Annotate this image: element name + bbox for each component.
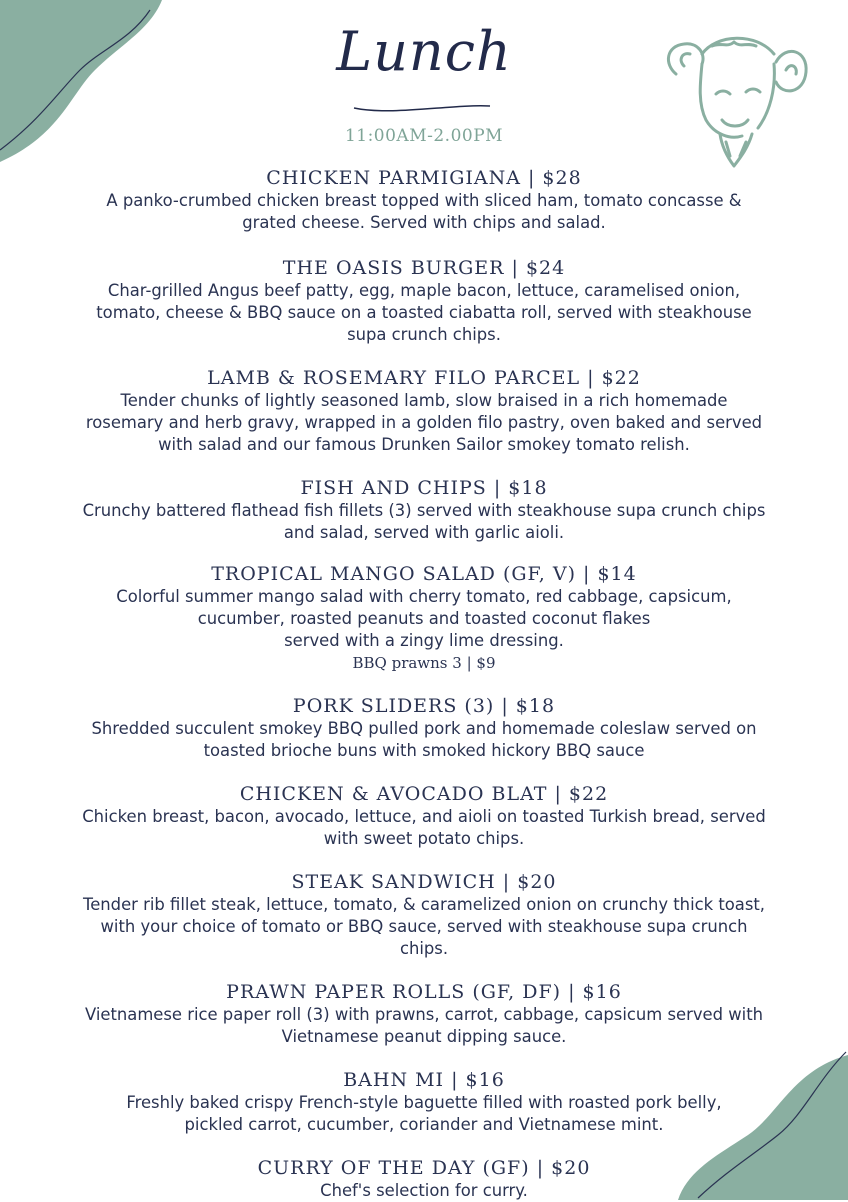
menu-item-name: CURRY OF THE DAY (GF) | $20 <box>257 1157 591 1179</box>
menu-item <box>24 256 824 346</box>
menu-title: Lunch <box>336 20 512 83</box>
menu-item-description: Char-grilled Angus beef patty, egg, maple bacon, lettuce, caramelised onion, tomato, cheese & BBQ sauce on a toasted ciabatta roll, served with steakhouse supa crunch chips. <box>96 281 752 344</box>
menu-item-description: Tender rib fillet steak, lettuce, tomato, & caramelized onion on crunchy thick toast, with your choice of tomato or BBQ sauce, served with steakhouse supa crunch chips. <box>82 895 766 958</box>
menu-item-description: Vietnamese rice paper roll (3) with prawns, carrot, cabbage, capsicum served with Vietnamese peanut dipping sauce. <box>84 1005 764 1046</box>
menu-item <box>24 1156 824 1202</box>
menu-item <box>24 694 824 762</box>
menu-item-name: LAMB & ROSEMARY FILO PARCEL | $22 <box>207 367 641 389</box>
menu-item-description: A panko-crumbed chicken breast topped with sliced ham, tomato concasse & grated cheese. Served with chips and salad. <box>106 191 742 232</box>
menu-item <box>24 562 824 674</box>
title-flourish <box>352 98 492 118</box>
menu-item-description: Colorful summer mango salad with cherry tomato, red cabbage, capsicum, cucumber, roasted peanuts and toasted coconut flakes served with a zingy lime dressing. <box>116 587 732 650</box>
serving-hours: 11:00AM-2.00PM <box>344 126 504 146</box>
menu-item-name: PRAWN PAPER ROLLS (GF, DF) | $16 <box>226 981 622 1003</box>
menu-list <box>24 166 824 1202</box>
menu-item-description: Chef's selection for curry. <box>320 1181 528 1200</box>
menu-item-name: CHICKEN & AVOCADO BLAT | $22 <box>239 783 609 805</box>
menu-item-description: Freshly baked crispy French-style baguette filled with roasted pork belly, pickled carrot, cucumber, coriander and Vietnamese mint. <box>126 1093 722 1134</box>
menu-item <box>24 366 824 456</box>
menu-item-name: TROPICAL MANGO SALAD (GF, V) | $14 <box>211 563 637 585</box>
menu-item-name: PORK SLIDERS (3) | $18 <box>292 695 556 717</box>
menu-item-name: BAHN MI | $16 <box>343 1069 505 1091</box>
menu-item-description: Shredded succulent smokey BBQ pulled pork and homemade coleslaw served on toasted brioche buns with smoked hickory BBQ sauce <box>91 719 757 760</box>
menu-item <box>24 1068 824 1136</box>
menu-item-name: THE OASIS BURGER | $24 <box>282 257 566 279</box>
menu-item-description: Crunchy battered flathead fish fillets (3) served with steakhouse supa crunch chips and salad, served with garlic aioli. <box>82 501 766 542</box>
menu-item <box>24 782 824 850</box>
menu-item <box>24 166 824 234</box>
menu-item <box>24 476 824 544</box>
menu-item-name: CHICKEN PARMIGIANA | $28 <box>266 167 582 189</box>
menu-item <box>24 870 824 960</box>
menu-item <box>24 980 824 1048</box>
menu-item-addon: BBQ prawns 3 | $9 <box>352 654 496 672</box>
menu-item-name: STEAK SANDWICH | $20 <box>291 871 557 893</box>
menu-item-name: FISH AND CHIPS | $18 <box>300 477 548 499</box>
menu-item-description: Tender chunks of lightly seasoned lamb, slow braised in a rich homemade rosemary and herb gravy, wrapped in a golden filo pastry, oven baked and served with salad and our famous Drunken Sailor smokey tomato relish. <box>85 391 763 454</box>
menu-item-description: Chicken breast, bacon, avocado, lettuce, and aioli on toasted Turkish bread, served with sweet potato chips. <box>82 807 766 848</box>
